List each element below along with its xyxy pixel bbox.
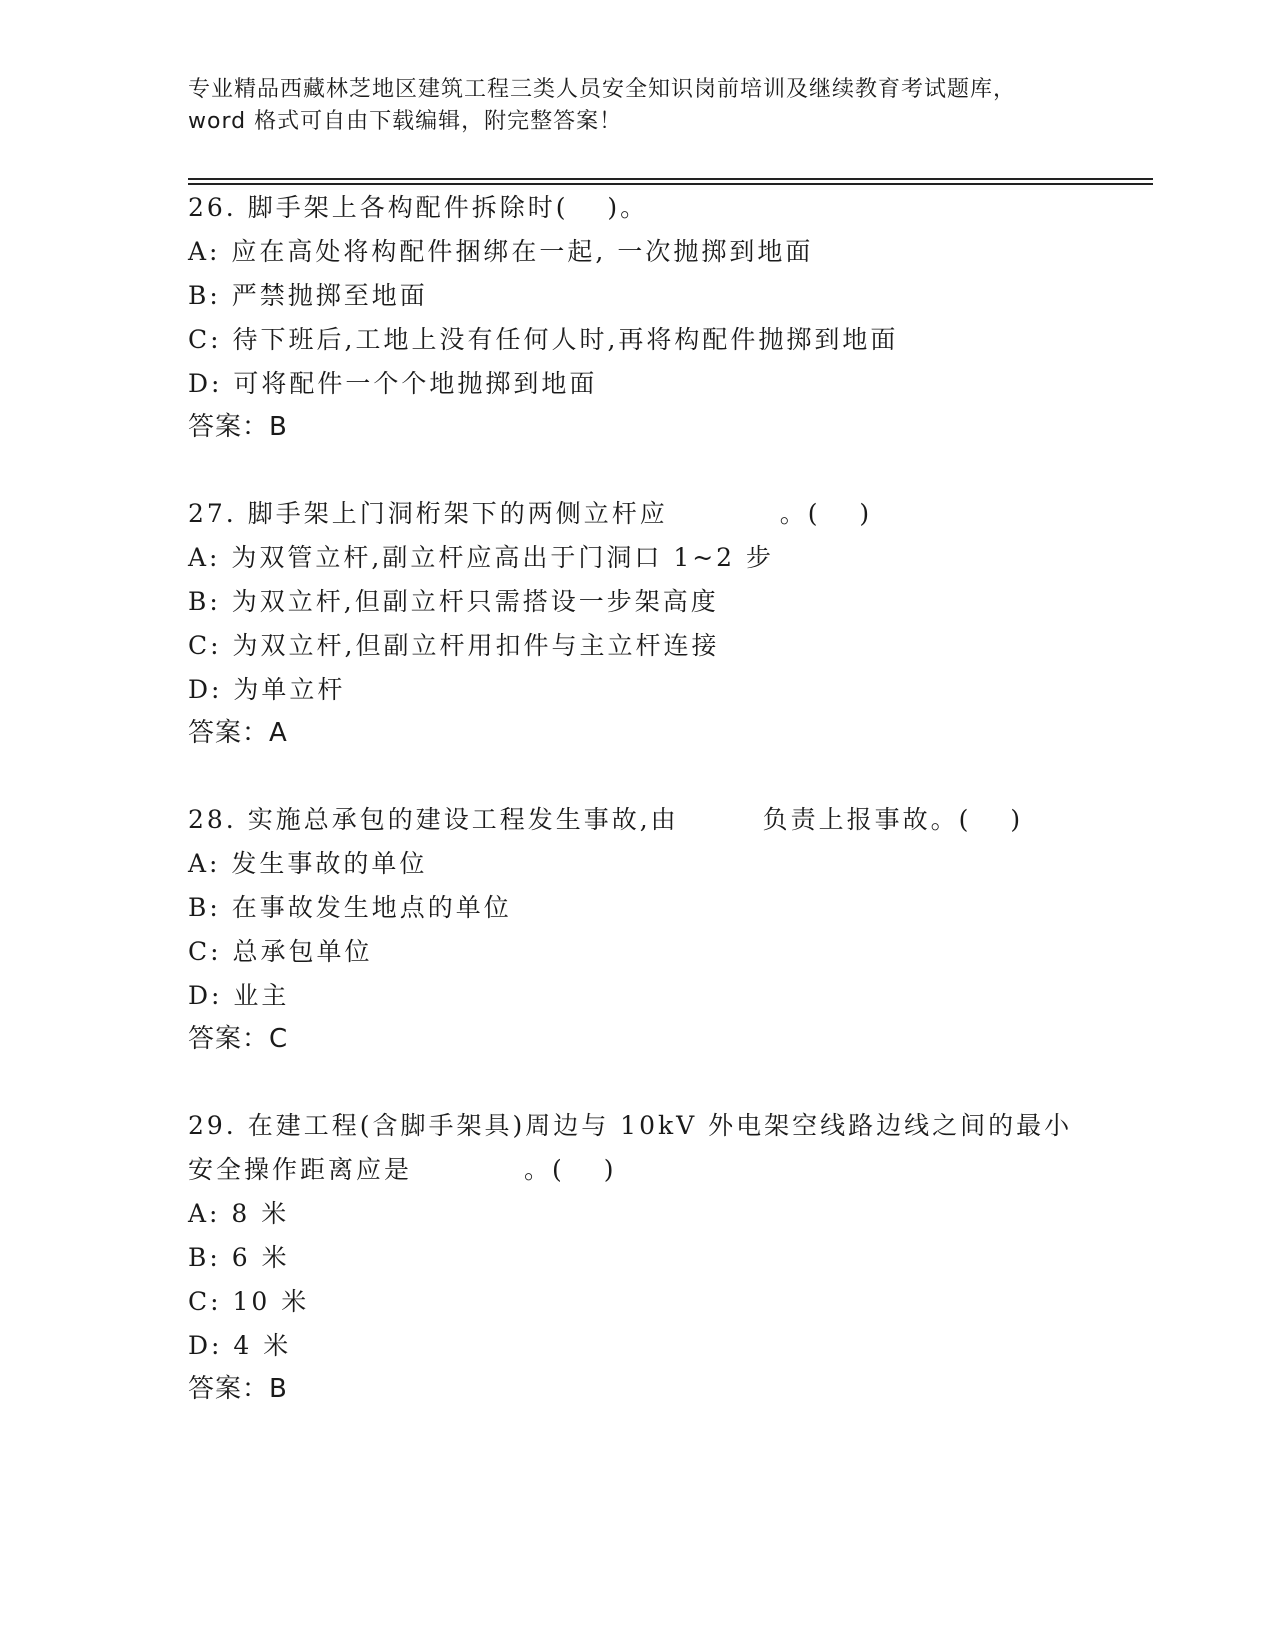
question-26-option-b: B: 严禁抛掷至地面	[188, 281, 428, 310]
header-divider-top	[188, 178, 1153, 180]
question-28-option-b: B: 在事故发生地点的单位	[188, 893, 512, 922]
question-26-option-d: D: 可将配件一个个地抛掷到地面	[188, 369, 598, 398]
question-28-answer: 答案：C	[188, 1024, 289, 1054]
question-27-option-c: C: 为双立杆,但副立杆用扣件与主立杆连接	[188, 631, 720, 660]
question-26-option-c: C: 待下班后,工地上没有任何人时,再将构配件抛掷到地面	[188, 325, 899, 354]
question-29-stem-line-1: 29. 在建工程(含脚手架具)周边与 10kV 外电架空线路边线之间的最小	[188, 1111, 1073, 1140]
question-29-option-a: A: 8 米	[188, 1199, 290, 1228]
question-27-stem: 27. 脚手架上门洞桁架下的两侧立杆应 。( )	[188, 499, 873, 528]
question-29-option-d: D: 4 米	[188, 1331, 292, 1360]
question-26-option-a: A: 应在高处将构配件捆绑在一起, 一次抛掷到地面	[188, 237, 814, 266]
header-line-1: 专业精品西藏林芝地区建筑工程三类人员安全知识岗前培训及继续教育考试题库，	[188, 77, 1017, 102]
question-28-option-d: D: 业主	[188, 981, 290, 1010]
header-line-2: word 格式可自由下载编辑，附完整答案！	[188, 109, 623, 134]
question-29-stem-line-2: 安全操作距离应是 。( )	[188, 1155, 617, 1184]
question-29-option-b: B: 6 米	[188, 1243, 290, 1272]
question-27-answer: 答案：A	[188, 718, 288, 748]
question-29-answer: 答案：B	[188, 1374, 288, 1404]
document-header	[188, 74, 1088, 138]
question-28-option-a: A: 发生事故的单位	[188, 849, 428, 878]
header-divider-bottom	[188, 183, 1153, 185]
question-29-option-c: C: 10 米	[188, 1287, 310, 1316]
question-27-option-a: A: 为双管立杆,副立杆应高出于门洞口 1~2 步	[188, 543, 775, 572]
question-28-option-c: C: 总承包单位	[188, 937, 373, 966]
question-26-answer: 答案：B	[188, 412, 288, 442]
question-27-option-b: B: 为双立杆,但副立杆只需搭设一步架高度	[188, 587, 719, 616]
question-27-option-d: D: 为单立杆	[188, 675, 346, 704]
question-26-stem: 26. 脚手架上各构配件拆除时( )。	[188, 193, 649, 222]
question-28-stem: 28. 实施总承包的建设工程发生事故,由 负责上报事故。( )	[188, 805, 1024, 834]
